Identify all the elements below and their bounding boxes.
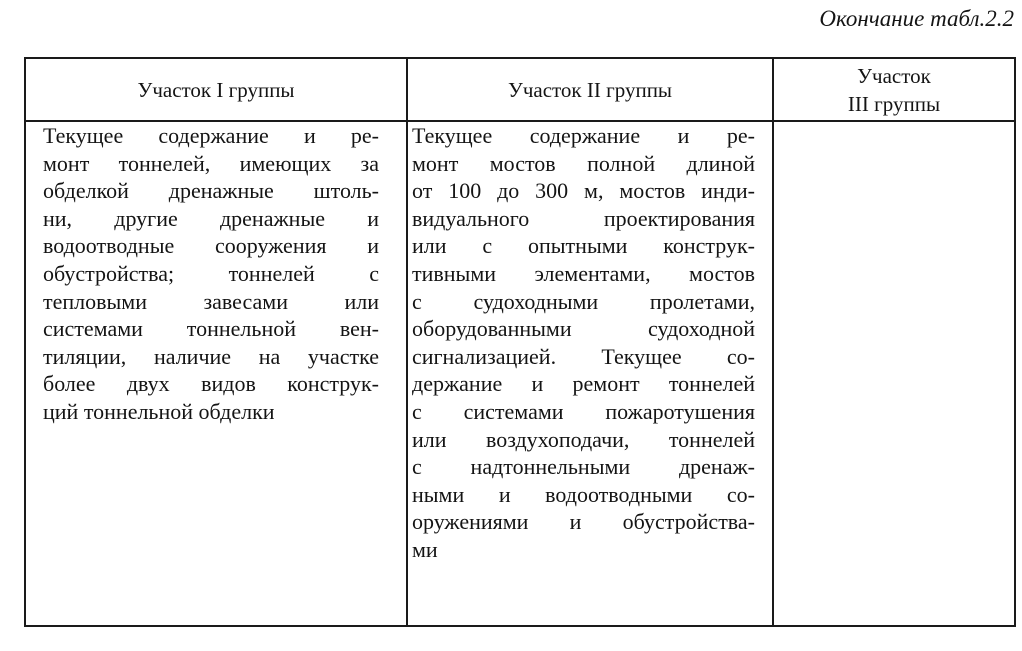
cell-text-line: Текущее содержание и ре- [43, 123, 379, 148]
body-cell-group-2 [412, 122, 755, 564]
header-group-2 [408, 59, 772, 120]
cell-text-line: от 100 до 300 м, мостов инди- [412, 178, 755, 204]
table-caption: Окончание табл.2.2 [819, 6, 1014, 31]
cell-text-line: системами тоннельной вен- [43, 316, 379, 342]
cell-text-line: ми [412, 536, 438, 562]
cell-text-line: или воздухоподачи, тоннелей [412, 426, 755, 452]
body-cell-group-1 [43, 122, 379, 426]
cell-text-line: оборудованными судоходной [412, 316, 755, 342]
cell-text-line: с надтоннельными дренаж- [412, 454, 755, 480]
cell-text-line: монт тоннелей, имеющих за [43, 150, 379, 176]
header-group-1 [26, 59, 406, 120]
cell-text-line: ни, другие дренажные и [43, 205, 379, 231]
cell-text-line: с системами пожаротушения [412, 398, 755, 424]
cell-text-line: монт мостов полной длиной [412, 150, 755, 176]
column-divider-1 [406, 59, 408, 625]
cell-text-line: видуального проектирования [412, 205, 755, 231]
table-continuation [24, 57, 1016, 627]
cell-text-line: тивными элементами, мостов [412, 260, 755, 286]
cell-text-line: с судоходными пролетами, [412, 288, 755, 314]
cell-text-line: оружениями и обустройства- [412, 509, 755, 535]
header-line: Участок II группы [507, 77, 673, 102]
cell-text-line: более двух видов конструк- [43, 371, 379, 397]
cell-text-line: обделкой дренажные штоль- [43, 178, 379, 204]
cell-text-line: или с опытными конструк- [412, 233, 755, 259]
cell-text-line: сигнализацией. Текущее со- [412, 343, 755, 369]
header-line: Участок I группы [137, 77, 295, 102]
cell-text-line: Текущее содержание и ре- [412, 123, 755, 148]
header-line: III группы [847, 91, 941, 116]
cell-text-line: обустройства; тоннелей с [43, 260, 379, 286]
header-line: Участок [857, 63, 931, 88]
cell-text-line: ными и водоотводными со- [412, 481, 755, 507]
cell-text-line: водоотводные сооружения и [43, 233, 379, 259]
cell-text-line: ций тоннельной обделки [43, 398, 275, 424]
header-group-3 [774, 59, 1014, 120]
cell-text-line: держание и ремонт тоннелей [412, 371, 755, 397]
cell-text-line: тепловыми завесами или [43, 288, 379, 314]
column-divider-2 [772, 59, 774, 625]
cell-text-line: тиляции, наличие на участке [43, 343, 379, 369]
